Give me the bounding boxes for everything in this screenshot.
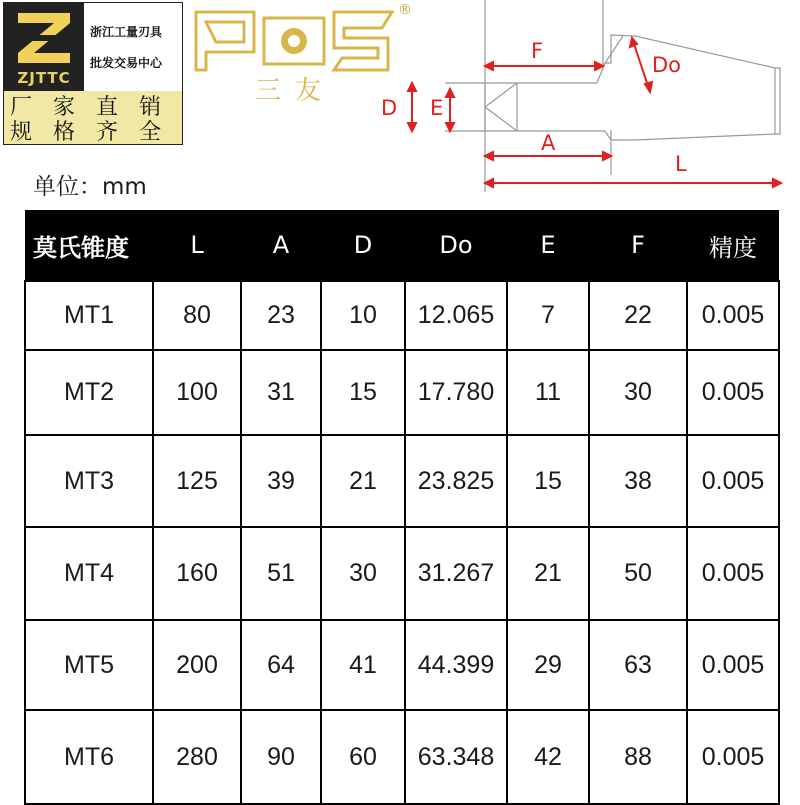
table-row xyxy=(25,350,779,435)
unit-label: 单位：mm xyxy=(33,174,147,200)
table-row xyxy=(25,710,779,804)
header-d: D xyxy=(321,210,405,281)
cell-a: 51 xyxy=(241,527,321,620)
cell-a: 39 xyxy=(241,435,321,527)
cell-model: MT1 xyxy=(25,281,153,350)
slogan-char: 格 xyxy=(53,120,76,145)
slogan-row-2 xyxy=(10,115,182,146)
cell-e: 7 xyxy=(507,281,589,350)
cell-do: 17.780 xyxy=(405,350,507,435)
logo-abbreviation: ZJTTC xyxy=(17,69,71,87)
company-logo-block xyxy=(3,2,183,145)
brand-logo-icon xyxy=(192,8,397,74)
label-e: E xyxy=(430,96,444,120)
cell-model: MT2 xyxy=(25,350,153,435)
header-a: A xyxy=(241,210,321,281)
cell-l: 80 xyxy=(153,281,241,350)
cell-precision: 0.005 xyxy=(687,281,779,350)
cell-model: MT3 xyxy=(25,435,153,527)
label-do: Do xyxy=(652,53,682,77)
cell-precision: 0.005 xyxy=(687,620,779,710)
cell-l: 100 xyxy=(153,350,241,435)
cell-l: 200 xyxy=(153,620,241,710)
cell-l: 160 xyxy=(153,527,241,620)
cell-e: 15 xyxy=(507,435,589,527)
cell-precision: 0.005 xyxy=(687,435,779,527)
cell-d: 15 xyxy=(321,350,405,435)
cell-d: 30 xyxy=(321,527,405,620)
cell-do: 31.267 xyxy=(405,527,507,620)
cell-f: 63 xyxy=(589,620,687,710)
slogan-char: 销 xyxy=(139,95,162,120)
label-a: A xyxy=(541,131,556,155)
cell-l: 280 xyxy=(153,710,241,804)
cell-a: 64 xyxy=(241,620,321,710)
cell-e: 42 xyxy=(507,710,589,804)
table-header-row xyxy=(25,210,779,281)
cell-a: 31 xyxy=(241,350,321,435)
cell-model: MT6 xyxy=(25,710,153,804)
cell-precision: 0.005 xyxy=(687,350,779,435)
cell-f: 22 xyxy=(589,281,687,350)
registered-trademark-mark: ® xyxy=(398,2,412,18)
header-morse-taper: 莫氏锥度 xyxy=(25,210,153,281)
company-name: 浙江工量刃具 xyxy=(90,25,163,39)
table-row xyxy=(25,620,779,710)
header-do: Do xyxy=(405,210,507,281)
taper-shank-diagram xyxy=(375,0,800,200)
cell-a: 90 xyxy=(241,710,321,804)
header-l: L xyxy=(153,210,241,281)
label-l: L xyxy=(675,152,687,176)
label-f: F xyxy=(531,39,544,63)
zjttc-badge xyxy=(4,3,84,91)
header-e: E xyxy=(507,210,589,281)
cell-e: 21 xyxy=(507,527,589,620)
z-logo-icon xyxy=(14,9,74,67)
slogan-band xyxy=(4,91,182,144)
cell-l: 125 xyxy=(153,435,241,527)
cell-d: 10 xyxy=(321,281,405,350)
morse-taper-spec-table xyxy=(24,210,780,805)
cell-f: 88 xyxy=(589,710,687,804)
cell-d: 41 xyxy=(321,620,405,710)
table-row xyxy=(25,435,779,527)
cell-model: MT5 xyxy=(25,620,153,710)
cell-e: 11 xyxy=(507,350,589,435)
slogan-char: 厂 xyxy=(10,95,33,120)
table-row xyxy=(25,281,779,350)
cell-f: 38 xyxy=(589,435,687,527)
label-d: D xyxy=(381,96,398,120)
cell-f: 50 xyxy=(589,527,687,620)
cell-precision: 0.005 xyxy=(687,710,779,804)
cell-d: 21 xyxy=(321,435,405,527)
cell-a: 23 xyxy=(241,281,321,350)
cell-model: MT4 xyxy=(25,527,153,620)
slogan-char: 规 xyxy=(10,120,33,145)
header-precision: 精度 xyxy=(687,210,779,281)
slogan-char: 全 xyxy=(139,120,162,145)
cell-do: 23.825 xyxy=(405,435,507,527)
cell-do: 63.348 xyxy=(405,710,507,804)
cell-f: 30 xyxy=(589,350,687,435)
cell-do: 12.065 xyxy=(405,281,507,350)
cell-do: 44.399 xyxy=(405,620,507,710)
cell-e: 29 xyxy=(507,620,589,710)
cell-precision: 0.005 xyxy=(687,527,779,620)
brand-name: 三友 xyxy=(255,76,336,106)
cell-d: 60 xyxy=(321,710,405,804)
slogan-char: 齐 xyxy=(96,120,119,145)
slogan-char: 家 xyxy=(53,95,76,120)
trading-center-name: 批发交易中心 xyxy=(90,56,163,70)
slogan-char: 直 xyxy=(96,95,119,120)
header-f: F xyxy=(589,210,687,281)
table-row xyxy=(25,527,779,620)
